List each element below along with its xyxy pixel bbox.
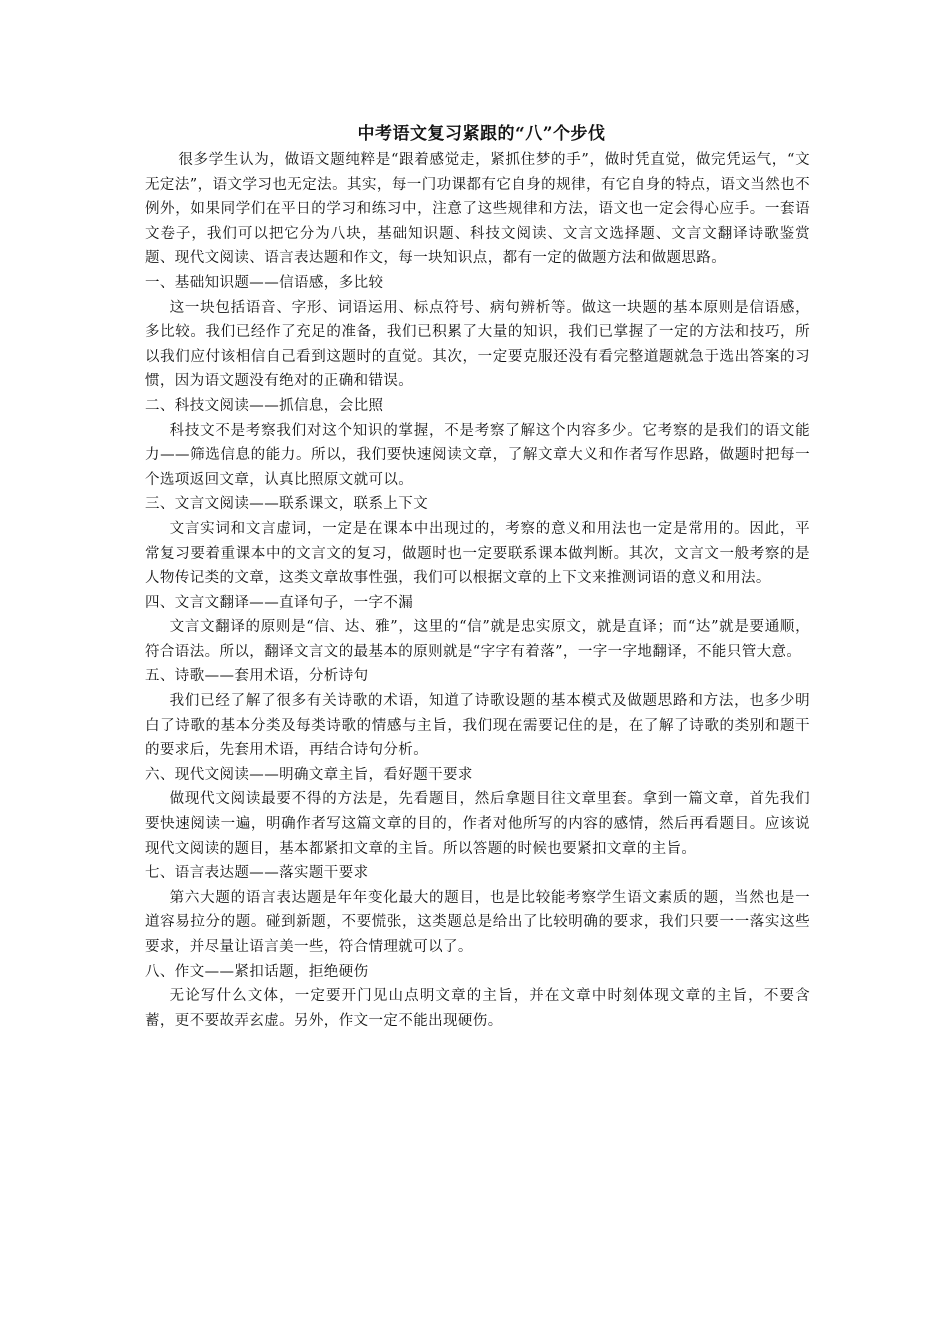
section-body: 做现代文阅读最要不得的方法是，先看题目，然后拿题目往文章里套。拿到一篇文章，首先我们要快速阅读一遍，明确作者写这篇文章的目的，作者对他所写的内容的感情，然后再看题目。应该说现代文阅读的题目，基本都紧扣文章的主旨。所以答题的时候也要紧扣文章的主旨。 <box>145 791 810 857</box>
section-8 <box>145 960 810 1034</box>
section-heading: 四、文言文翻译——直译句子，一字不漏 <box>145 594 414 611</box>
section-body: 科技文不是考察我们对这个知识的掌握，不是考察了解这个内容多少。它考察的是我们的语文能力——筛选信息的能力。所以，我们要快速阅读文章，了解文章大义和作者写作思路，做题时把每一个选项返回文章，认真比照原文就可以。 <box>145 422 810 488</box>
section-body: 第六大题的语言表达题是年年变化最大的题目，也是比较能考察学生语文素质的题，当然也是一道容易拉分的题。碰到新题，不要慌张，这类题总是给出了比较明确的要求，我们只要一一落实这些要求，并尽量让语言美一些，符合情理就可以了。 <box>145 889 810 955</box>
section-1 <box>145 271 810 394</box>
section-heading: 八、作文——紧扣话题，拒绝硬伤 <box>145 963 369 980</box>
section-4 <box>145 591 810 665</box>
section-3 <box>145 492 810 590</box>
section-heading: 五、诗歌——套用术语，分析诗句 <box>145 668 369 685</box>
section-6 <box>145 763 810 861</box>
section-heading: 六、现代文阅读——明确文章主旨，看好题干要求 <box>145 766 473 783</box>
document-page <box>145 120 810 1033</box>
section-heading: 七、语言表达题——落实题干要求 <box>145 865 369 882</box>
section-body: 无论写什么文体，一定要开门见山点明文章的主旨，并在文章中时刻体现文章的主旨，不要含蓄，更不要故弄玄虚。另外，作文一定不能出现硬伤。 <box>145 988 810 1029</box>
section-heading: 三、文言文阅读——联系课文，联系上下文 <box>145 496 429 513</box>
intro-paragraph: 很多学生认为，做语文题纯粹是“跟着感觉走，紧抓住梦的手”，做时凭直觉，做完凭运气，“文无定法”，语文学习也无定法。其实，每一门功课都有它自身的规律，有它自身的特点，语文当然也不例外，如果同学们在平日的学习和练习中，注意了这些规律和方法，语文也一定会得心应手。一套语文卷子，我们可以把它分为八块，基础知识题、科技文阅读、文言文选择题、文言文翻译诗歌鉴赏题、现代文阅读、语言表达题和作文，每一块知识点，都有一定的做题方法和做题思路。 <box>145 152 810 267</box>
section-heading: 二、科技文阅读——抓信息，会比照 <box>145 397 384 414</box>
section-2 <box>145 394 810 492</box>
section-body: 这一块包括语音、字形、词语运用、标点符号、病句辨析等。做这一块题的基本原则是信语感，多比较。我们已经作了充足的准备，我们已积累了大量的知识，我们已掌握了一定的方法和技巧，所以我们应付该相信自己看到这题时的直觉。其次，一定要克服还没有看完整道题就急于选出答案的习惯，因为语文题没有绝对的正确和错误。 <box>145 299 810 390</box>
document-title: 中考语文复习紧跟的“八”个步伐 <box>357 124 606 144</box>
section-body: 我们已经了解了很多有关诗歌的术语，知道了诗歌设题的基本模式及做题思路和方法，也多少明白了诗歌的基本分类及每类诗歌的情感与主旨，我们现在需要记住的是，在了解了诗歌的类别和题干的要求后，先套用术语，再结合诗句分析。 <box>145 693 810 759</box>
section-heading: 一、基础知识题——信语感，多比较 <box>145 274 384 291</box>
section-5 <box>145 664 810 762</box>
section-body: 文言文翻译的原则是“信、达、雅”，这里的“信”就是忠实原文，就是直译；而“达”就是要通顺，符合语法。所以，翻译文言文的最基本的原则就是“字字有着落”，一字一字地翻译，不能只管大意。 <box>145 619 810 660</box>
section-body: 文言实词和文言虚词，一定是在课本中出现过的，考察的意义和用法也一定是常用的。因此，平常复习要着重课本中的文言文的复习，做题时也一定要联系课本做判断。其次，文言文一般考察的是人物传记类的文章，这类文章故事性强，我们可以根据文章的上下文来推测词语的意义和用法。 <box>145 520 810 587</box>
section-7 <box>145 861 810 959</box>
